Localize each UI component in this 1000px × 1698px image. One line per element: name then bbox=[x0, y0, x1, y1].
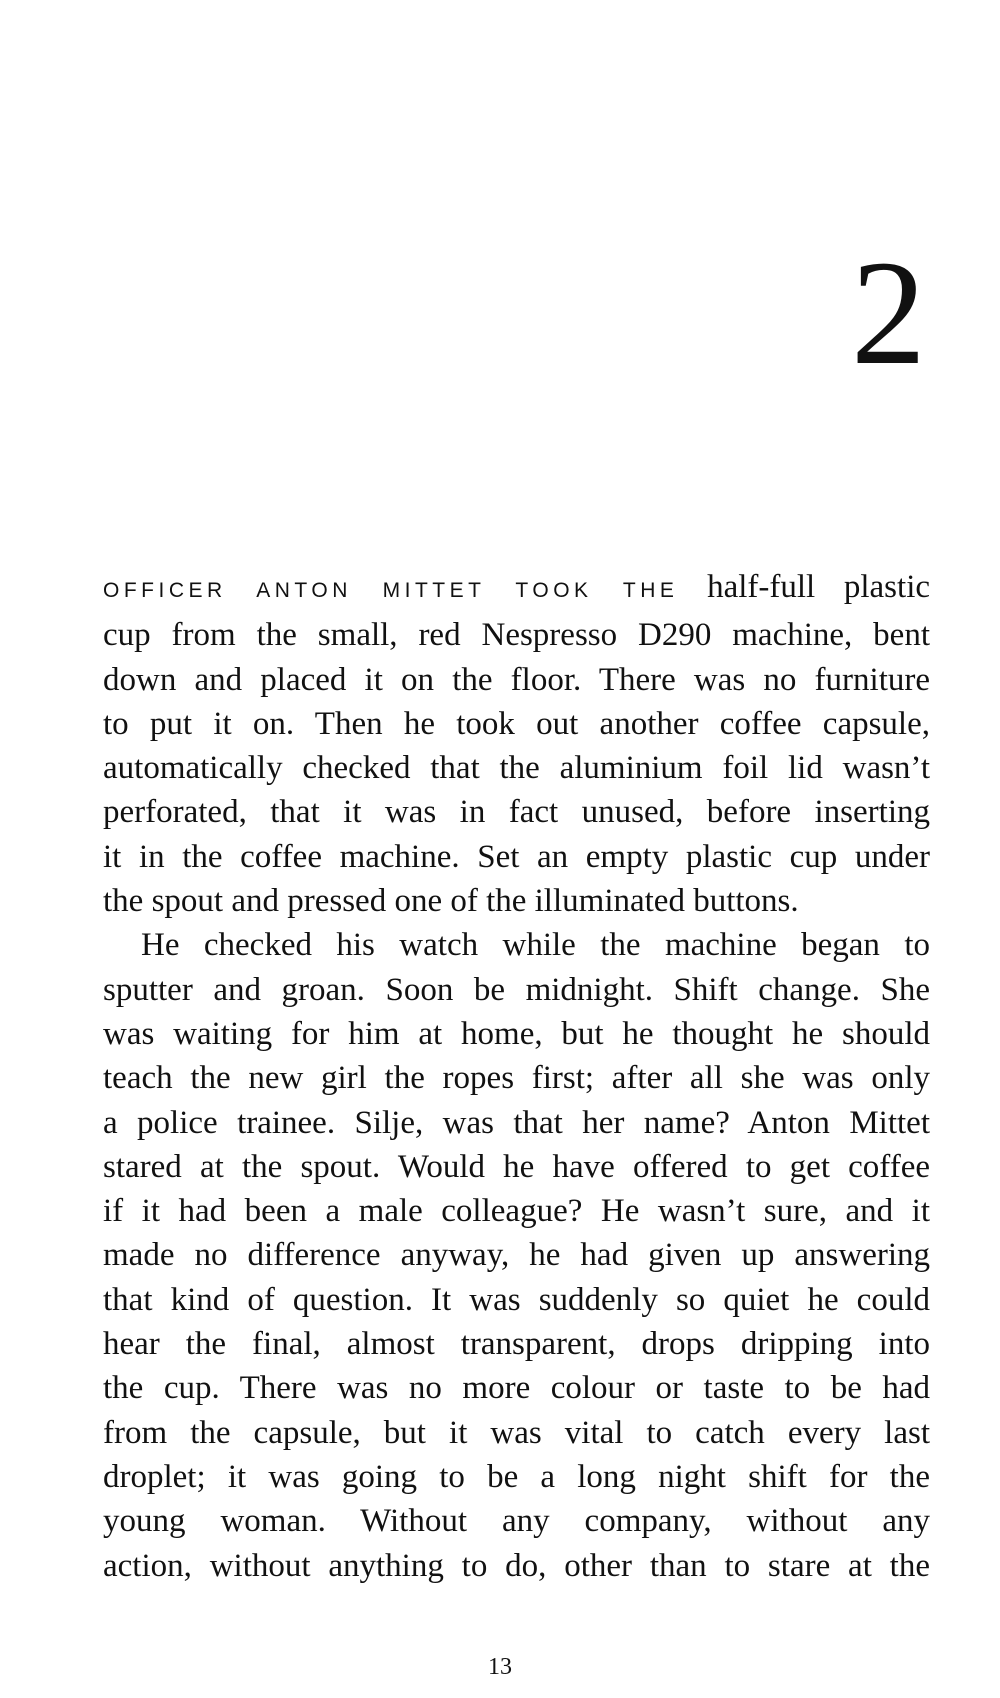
text-line: the cup. There was no more colour or taste to be had bbox=[103, 1370, 930, 1407]
text-line: made no difference anyway, he had given up answering bbox=[103, 1237, 930, 1274]
text-line: down and placed it on the floor. There was no furniture bbox=[103, 661, 930, 698]
text-line: automatically checked that the aluminium foil lid wasn’t bbox=[103, 750, 930, 787]
text-line: hear the final, almost transparent, drops dripping into bbox=[103, 1326, 930, 1363]
body-text bbox=[103, 565, 930, 1588]
text-line: if it had been a male colleague? He wasn’t sure, and it bbox=[103, 1193, 930, 1230]
text-line: droplet; it was going to be a long night shift for the bbox=[103, 1458, 930, 1495]
chapter-number: 2 bbox=[851, 230, 926, 396]
page-number: 13 bbox=[488, 1654, 512, 1680]
text-line: to put it on. Then he took out another coffee capsule, bbox=[103, 705, 930, 742]
text-line: He checked his watch while the machine began to bbox=[141, 927, 930, 964]
text-line: was waiting for him at home, but he thought he should bbox=[103, 1015, 930, 1052]
paragraph-1 bbox=[103, 565, 930, 923]
text-line: that kind of question. It was suddenly so quiet he could bbox=[103, 1281, 930, 1318]
text-line: stared at the spout. Would he have offered to get coffee bbox=[103, 1148, 930, 1185]
text-line: action, without anything to do, other than to stare at the bbox=[103, 1547, 930, 1584]
text-line-segment: half-full plastic bbox=[678, 569, 931, 605]
text-line: teach the new girl the ropes first; after all she was only bbox=[103, 1060, 930, 1097]
text-line bbox=[103, 565, 930, 613]
text-line: from the capsule, but it was vital to catch every last bbox=[103, 1414, 930, 1451]
text-line: a police trainee. Silje, was that her name? Anton Mittet bbox=[103, 1104, 930, 1141]
text-line: the spout and pressed one of the illuminated buttons. bbox=[103, 883, 799, 920]
text-line: cup from the small, red Nespresso D290 machine, bent bbox=[103, 617, 930, 654]
paragraph-2 bbox=[103, 923, 930, 1587]
text-line: perforated, that it was in fact unused, before inserting bbox=[103, 794, 930, 831]
text-line: young woman. Without any company, without any bbox=[103, 1503, 930, 1540]
text-line: it in the coffee machine. Set an empty plastic cup under bbox=[103, 838, 930, 875]
text-line: sputter and groan. Soon be midnight. Shift change. She bbox=[103, 971, 930, 1008]
lead-in-smallcaps: OFFICER ANTON MITTET TOOK THE bbox=[103, 579, 679, 602]
